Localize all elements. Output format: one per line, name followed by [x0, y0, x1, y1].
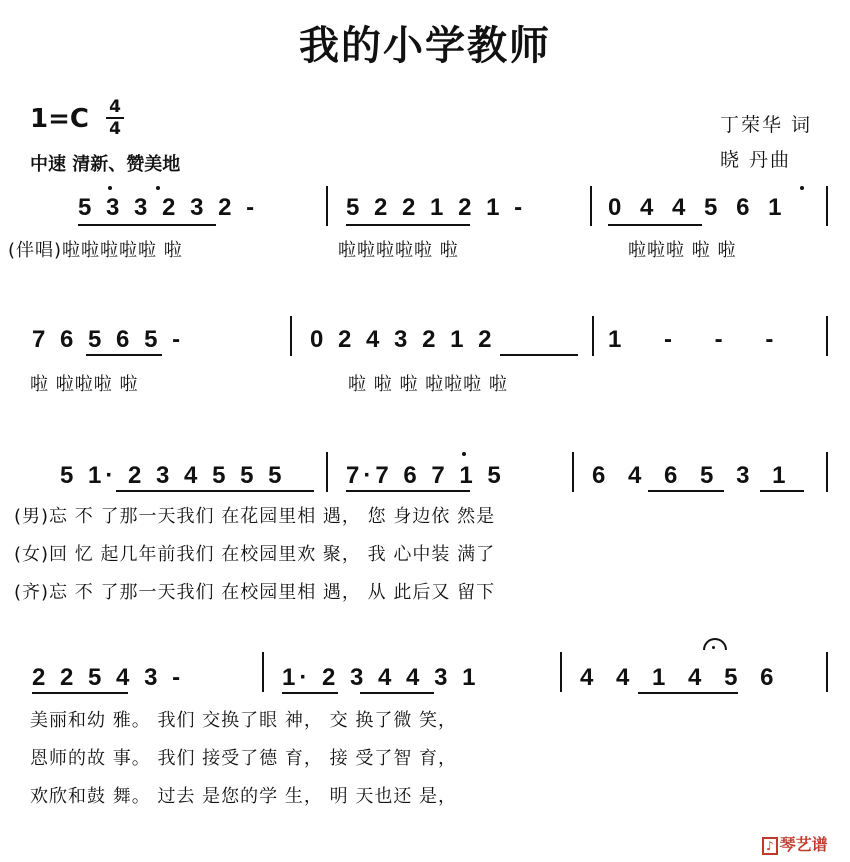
chorus-lyric-1: (伴唱)啦啦啦啦啦 啦 [8, 240, 183, 261]
barline [826, 452, 828, 492]
verse-text: 忘 不 了那一天我们 在花园里相 遇， 您 身边依 然是 [49, 506, 496, 527]
beam [78, 224, 216, 226]
beam [116, 490, 314, 492]
high-octave-dot [108, 186, 112, 190]
barline [262, 652, 264, 692]
verse-all-line-2: 欢欣和鼓 舞。 过去 是您的学 生， 明 天也还 是， [30, 786, 458, 807]
meter-bottom: 4 [109, 119, 121, 139]
barline [590, 186, 592, 226]
page-title: 我的小学教师 [299, 23, 551, 69]
beam [638, 692, 738, 694]
beam [282, 692, 338, 694]
verse-text: 忘 不 了那一天我们 在校园里相 遇， 从 此后又 留下 [49, 582, 496, 603]
verse-all-line-1 [14, 578, 495, 604]
key-signature: 1=C [30, 104, 89, 134]
verse-tag: (女) [14, 544, 50, 565]
beam [608, 224, 702, 226]
beam [346, 224, 470, 226]
measure-1-notes: 5 3 3 2 3 2 - [78, 194, 259, 221]
measure-3-notes: 0 4 4 5 6 1 [608, 194, 788, 221]
beam [360, 692, 434, 694]
high-octave-dot [156, 186, 160, 190]
barline [326, 186, 328, 226]
chorus-lyric-5: 啦 啦 啦 啦啦啦 啦 [348, 374, 508, 395]
barline [826, 652, 828, 692]
verse-female-line-2: 恩师的故 事。 我们 接受了德 育， 接 受了智 育， [30, 748, 458, 769]
logo-icon: ♪ [762, 837, 778, 855]
barline [290, 316, 292, 356]
measure-5-notes: 0 2 4 3 2 1 2 [310, 326, 496, 353]
fermata-icon [703, 638, 727, 650]
verse-male-line-1 [14, 502, 495, 528]
barline [826, 316, 828, 356]
watermark-logo [762, 832, 828, 855]
chorus-lyric-4: 啦 啦啦啦 啦 [30, 374, 139, 395]
beam [86, 354, 162, 356]
measure-2-notes: 5 2 2 1 2 1 - [346, 194, 527, 221]
measure-6-notes: 1 - - - [608, 326, 792, 353]
beam [32, 692, 128, 694]
high-octave-dot [800, 186, 804, 190]
beam [346, 490, 470, 492]
beam [648, 490, 724, 492]
measure-9-notes: 6 4 6 5 3 1 [592, 462, 794, 489]
time-signature [104, 98, 126, 138]
lyricist-credit: 丁荣华 词 [720, 114, 813, 136]
barline [826, 186, 828, 226]
measure-4-notes: 7 6 5 6 5 - [32, 326, 185, 353]
measure-11-notes: 1· 2 3 4 4 3 1 [282, 664, 480, 691]
high-octave-dot [462, 452, 466, 456]
measure-12-notes: 4 4 1 4 5 6 [580, 664, 782, 691]
verse-tag: (男) [14, 506, 50, 527]
verse-male-line-2: 美丽和幼 雅。 我们 交换了眼 神， 交 换了微 笑， [30, 710, 458, 731]
barline [560, 652, 562, 692]
logo-text: 琴艺谱 [779, 835, 828, 854]
fermata-dot [712, 646, 715, 649]
barline [326, 452, 328, 492]
measure-8-notes: 7·7 6 7 1 5 [346, 462, 505, 489]
barline [592, 316, 594, 356]
composer-credit: 晓 丹曲 [720, 149, 792, 171]
tempo-marking: 中速 清新、赞美地 [30, 154, 181, 175]
meter-top: 4 [109, 97, 121, 117]
measure-10-notes: 2 2 5 4 3 - [32, 664, 185, 691]
verse-female-line-1 [14, 540, 495, 566]
chorus-lyric-3: 啦啦啦 啦 啦 [628, 240, 737, 261]
beam [760, 490, 804, 492]
chorus-lyric-2: 啦啦啦啦啦 啦 [338, 240, 459, 261]
barline [572, 452, 574, 492]
beam [500, 354, 578, 356]
measure-7-notes: 5 1· 2 3 4 5 5 5 [60, 462, 286, 489]
verse-tag: (齐) [14, 582, 50, 603]
verse-text: 回 忆 起几年前我们 在校园里欢 聚， 我 心中装 满了 [49, 544, 496, 565]
